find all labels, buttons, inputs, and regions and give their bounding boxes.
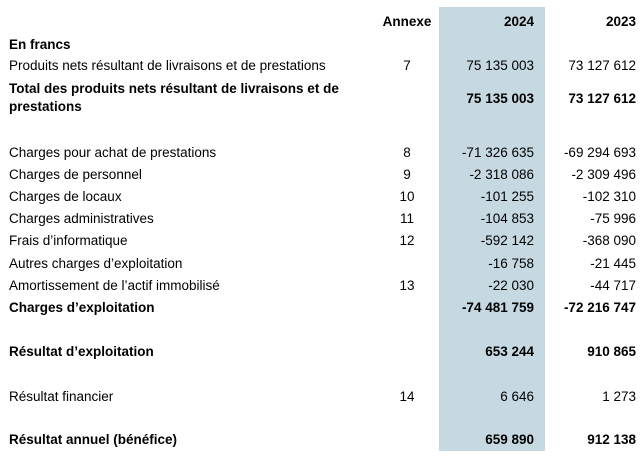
row-value-2024: -2 318 086 [469, 167, 534, 182]
table-row-total-products [0, 80, 644, 118]
table-row-annual-result [0, 430, 644, 450]
row-value-2023: 73 127 612 [568, 58, 636, 73]
table-row [0, 276, 644, 296]
row-annex: 11 [399, 211, 414, 226]
row-value-2023: -21 445 [590, 256, 636, 271]
header-2023: 2023 [605, 14, 636, 29]
row-value-2024: -71 326 635 [461, 145, 534, 160]
table-row-operating-result [0, 342, 644, 362]
row-annex: 12 [399, 233, 415, 248]
table-row [0, 387, 644, 407]
row-value-2023: 910 865 [587, 344, 636, 359]
row-label: Charges administratives [9, 211, 154, 226]
row-value-2024: -16 758 [488, 256, 534, 271]
row-value-2023: -2 309 496 [571, 167, 636, 182]
row-annex: 9 [403, 167, 411, 182]
row-value-2024: -101 255 [480, 189, 534, 204]
row-value-2023: 1 273 [602, 389, 636, 404]
header-annex: Annexe [382, 14, 432, 29]
row-label: Produits nets résultant de livraisons et de prestations [9, 58, 326, 73]
row-value-2023: -72 216 747 [563, 300, 636, 315]
table-row [0, 143, 644, 163]
row-label: Autres charges d’exploitation [9, 256, 183, 271]
row-value-2024: -74 481 759 [461, 300, 534, 315]
row-annex: 14 [399, 389, 415, 404]
table-row [0, 209, 644, 229]
row-value-2023: 73 127 612 [568, 91, 636, 106]
row-value-2024: 659 890 [485, 432, 534, 447]
row-annex: 7 [403, 58, 411, 73]
unit-label: En francs [9, 37, 71, 52]
row-label: Frais d’informatique [9, 233, 128, 248]
row-value-2024: -104 853 [480, 211, 534, 226]
row-value-2023: -102 310 [582, 189, 636, 204]
row-value-2024: -22 030 [488, 278, 534, 293]
row-label: Charges pour achat de prestations [9, 145, 217, 160]
row-value-2024: 75 135 003 [466, 91, 534, 106]
table-row [0, 187, 644, 207]
row-label: Charges de personnel [9, 167, 142, 182]
header-2024: 2024 [503, 14, 534, 29]
row-value-2024: 653 244 [485, 344, 534, 359]
row-annex: 13 [399, 278, 415, 293]
row-value-2024: -592 142 [480, 233, 534, 248]
table-row [0, 165, 644, 185]
table-row [0, 254, 644, 274]
row-annex: 10 [399, 189, 415, 204]
row-value-2023: -69 294 693 [563, 145, 636, 160]
row-value-2024: 75 135 003 [466, 58, 534, 73]
row-value-2023: 912 138 [587, 432, 636, 447]
row-label: Charges de locaux [9, 189, 122, 204]
table-row [0, 231, 644, 251]
table-row [0, 56, 644, 76]
row-label: Résultat annuel (bénéfice) [9, 432, 178, 447]
row-label: Amortissement de l’actif immobilisé [9, 278, 220, 293]
row-label: Résultat d’exploitation [9, 344, 154, 359]
row-annex: 8 [403, 145, 411, 160]
row-label: Total des produits nets résultant de livraisons et de prestations [9, 81, 339, 114]
row-value-2023: -44 717 [590, 278, 636, 293]
row-value-2023: -75 996 [590, 211, 636, 226]
row-value-2023: -368 090 [582, 233, 636, 248]
unit-label-row [0, 35, 644, 55]
row-value-2024: 6 646 [500, 389, 534, 404]
table-row-operating-expenses-total [0, 298, 644, 318]
row-label: Charges d’exploitation [9, 300, 155, 315]
table-header [0, 12, 644, 32]
row-label: Résultat financier [9, 389, 114, 404]
